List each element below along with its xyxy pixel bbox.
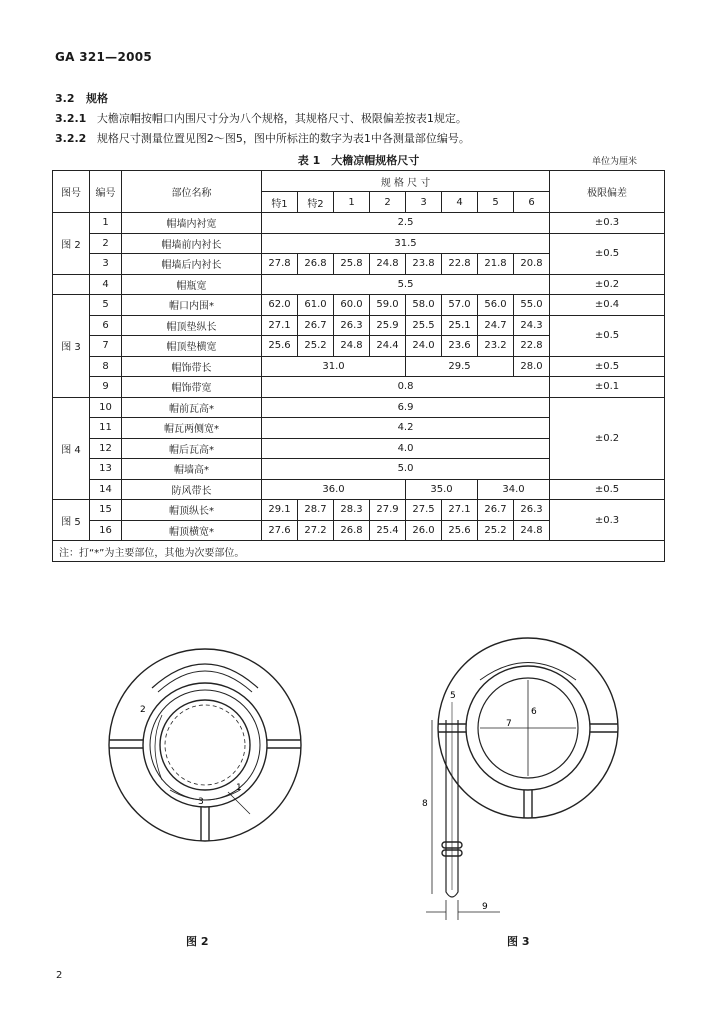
row-value: 36.0 (262, 479, 406, 500)
group-label: 图 2 (53, 213, 90, 275)
row-value: 24.8 (334, 336, 370, 357)
row-tol: ±0.1 (550, 377, 665, 398)
group-label: 图 4 (53, 397, 90, 500)
row-value: 4.2 (262, 418, 550, 439)
size-header: 5 (478, 192, 514, 213)
row-name: 帽顶垫横宽 (122, 336, 262, 357)
row-value: 56.0 (478, 295, 514, 316)
row-value: 25.2 (298, 336, 334, 357)
row-value: 26.3 (514, 500, 550, 521)
row-tol: ±0.3 (550, 500, 665, 541)
row-value: 25.6 (442, 520, 478, 541)
section-heading (55, 92, 108, 106)
row-value: 23.6 (442, 336, 478, 357)
row-value: 31.5 (262, 233, 550, 254)
row-value: 25.4 (370, 520, 406, 541)
header-tol: 极限偏差 (550, 171, 665, 213)
row-value: 25.1 (442, 315, 478, 336)
header-fig: 图号 (53, 171, 90, 213)
document-code: GA 321—2005 (55, 50, 153, 64)
row-value: 55.0 (514, 295, 550, 316)
row-value: 27.1 (262, 315, 298, 336)
size-header: 6 (514, 192, 550, 213)
row-value: 34.0 (478, 479, 550, 500)
spec-table (52, 170, 665, 562)
row-value: 26.0 (406, 520, 442, 541)
strap-arch-inner (158, 671, 252, 692)
paragraph-text: 规格尺寸测量位置见图2～图5，图中所标注的数字为表1中各测量部位编号。 (96, 132, 470, 145)
row-value: 29.5 (406, 356, 514, 377)
row-value: 60.0 (334, 295, 370, 316)
row-name: 帽瓦两侧宽* (122, 418, 262, 439)
row-name: 帽墙后内衬长 (122, 254, 262, 275)
size-header: 4 (442, 192, 478, 213)
row-value: 31.0 (262, 356, 406, 377)
row-value: 22.8 (442, 254, 478, 275)
figure-2-drawing (100, 640, 310, 850)
paragraph-number: 3.2.1 (55, 112, 87, 125)
section-heading-text: 规格 (86, 92, 108, 105)
header-spec: 规 格 尺 寸 (262, 171, 550, 192)
row-num: 14 (90, 479, 122, 500)
row-value: 25.6 (262, 336, 298, 357)
row-num: 1 (90, 213, 122, 234)
row-name: 帽后瓦高* (122, 438, 262, 459)
page-number: 2 (56, 970, 63, 981)
row-value: 28.0 (514, 356, 550, 377)
row-tol: ±0.2 (550, 397, 665, 479)
row-num: 12 (90, 438, 122, 459)
row-num: 10 (90, 397, 122, 418)
dim-arc-3 (170, 790, 240, 800)
figure-3-drawing (420, 630, 620, 920)
figure-3-label: 9 (482, 902, 488, 912)
crown-band-outer (143, 683, 267, 807)
figure-2-label: 3 (198, 797, 204, 807)
row-value: 62.0 (262, 295, 298, 316)
row-value: 26.8 (334, 520, 370, 541)
row-name: 帽顶垫纵长 (122, 315, 262, 336)
crown-inner-opening (160, 700, 250, 790)
row-num: 9 (90, 377, 122, 398)
table-row (53, 356, 665, 377)
row-value: 35.0 (406, 479, 478, 500)
group-label: 图 3 (53, 295, 90, 398)
row-value: 28.3 (334, 500, 370, 521)
table-row (53, 315, 665, 336)
row-value: 21.8 (478, 254, 514, 275)
row-value: 22.8 (514, 336, 550, 357)
row-num: 11 (90, 418, 122, 439)
row-value: 24.7 (478, 315, 514, 336)
row-num: 3 (90, 254, 122, 275)
row-name: 帽墙内衬宽 (122, 213, 262, 234)
row-value: 27.8 (262, 254, 298, 275)
brim-outer-circle (109, 649, 301, 841)
row-value: 25.5 (406, 315, 442, 336)
row-value: 29.1 (262, 500, 298, 521)
row-num: 6 (90, 315, 122, 336)
row-value: 27.9 (370, 500, 406, 521)
row-name: 帽口内围* (122, 295, 262, 316)
row-value: 6.9 (262, 397, 550, 418)
size-header: 特2 (298, 192, 334, 213)
table-row (53, 295, 665, 316)
row-value: 25.9 (370, 315, 406, 336)
row-tol: ±0.5 (550, 479, 665, 500)
row-num: 13 (90, 459, 122, 480)
row-num: 2 (90, 233, 122, 254)
group-label: 图 5 (53, 500, 90, 541)
row-num: 16 (90, 520, 122, 541)
size-header: 特1 (262, 192, 298, 213)
size-header: 1 (334, 192, 370, 213)
row-value: 20.8 (514, 254, 550, 275)
figure-2-label: 1 (236, 783, 242, 793)
row-value: 26.7 (478, 500, 514, 521)
row-name: 帽顶横宽* (122, 520, 262, 541)
table-row (53, 274, 665, 295)
row-tol: ±0.5 (550, 315, 665, 356)
row-value: 26.3 (334, 315, 370, 336)
size-header: 2 (370, 192, 406, 213)
row-value: 4.0 (262, 438, 550, 459)
row-value: 61.0 (298, 295, 334, 316)
table-row (53, 500, 665, 521)
row-tol: ±0.5 (550, 356, 665, 377)
row-value: 27.2 (298, 520, 334, 541)
figure-2-label: 2 (140, 705, 146, 715)
row-name: 帽顶纵长* (122, 500, 262, 521)
paragraph-text: 大檐凉帽按帽口内围尺寸分为八个规格，其规格尺寸、极限偏差按表1规定。 (96, 112, 467, 125)
row-value: 5.5 (262, 274, 550, 295)
row-num: 5 (90, 295, 122, 316)
row-value: 26.7 (298, 315, 334, 336)
size-header: 3 (406, 192, 442, 213)
table-row (53, 213, 665, 234)
row-tol: ±0.2 (550, 274, 665, 295)
figure-3-label: 7 (506, 719, 512, 729)
figure-3-caption: 图 3 (507, 935, 530, 948)
paragraph-number: 3.2.2 (55, 132, 87, 145)
row-value: 59.0 (370, 295, 406, 316)
row-tol: ±0.5 (550, 233, 665, 274)
table-note-row (53, 541, 665, 562)
row-value: 58.0 (406, 295, 442, 316)
table-row (53, 397, 665, 418)
crown-band-mid (150, 690, 260, 800)
row-value: 24.8 (514, 520, 550, 541)
row-value: 23.2 (478, 336, 514, 357)
row-num: 15 (90, 500, 122, 521)
figure-3-label: 5 (450, 691, 456, 701)
row-value: 0.8 (262, 377, 550, 398)
table-caption: 表 1 大檐凉帽规格尺寸 (297, 154, 420, 167)
row-num: 8 (90, 356, 122, 377)
lining-dashed-circle (165, 705, 245, 785)
row-value: 57.0 (442, 295, 478, 316)
figure-2-caption: 图 2 (186, 935, 209, 948)
row-name: 帽墙前内衬长 (122, 233, 262, 254)
row-value: 25.8 (334, 254, 370, 275)
figure-3-label: 6 (531, 707, 537, 717)
row-value: 25.2 (478, 520, 514, 541)
row-value: 23.8 (406, 254, 442, 275)
dim-line-1 (228, 792, 250, 814)
row-value: 24.0 (406, 336, 442, 357)
row-name: 防风带长 (122, 479, 262, 500)
paragraph-3-2-1 (55, 112, 467, 126)
figure-3-label: 8 (422, 799, 428, 809)
row-value: 24.3 (514, 315, 550, 336)
row-value: 27.1 (442, 500, 478, 521)
table-row (53, 479, 665, 500)
row-value: 24.4 (370, 336, 406, 357)
table-unit: 单位为厘米 (591, 157, 637, 167)
row-value: 26.8 (298, 254, 334, 275)
table-note: 注：打“*”为主要部位，其他为次要部位。 (53, 541, 665, 562)
row-num: 4 (90, 274, 122, 295)
row-name: 帽饰带长 (122, 356, 262, 377)
crown-top-arc (480, 663, 576, 681)
row-name: 帽饰带宽 (122, 377, 262, 398)
row-name: 帽墙高* (122, 459, 262, 480)
header-part: 部位名称 (122, 171, 262, 213)
row-value: 24.8 (370, 254, 406, 275)
row-name: 帽前瓦高* (122, 397, 262, 418)
row-name: 帽瓶宽 (122, 274, 262, 295)
section-heading-number: 3.2 (55, 92, 75, 105)
table-row (53, 233, 665, 254)
paragraph-3-2-2 (55, 132, 470, 146)
row-value: 2.5 (262, 213, 550, 234)
row-tol: ±0.3 (550, 213, 665, 234)
row-num: 7 (90, 336, 122, 357)
row-value: 27.5 (406, 500, 442, 521)
row-value: 5.0 (262, 459, 550, 480)
row-value: 28.7 (298, 500, 334, 521)
row-tol: ±0.4 (550, 295, 665, 316)
row-value: 27.6 (262, 520, 298, 541)
group-label (53, 274, 90, 295)
header-num: 编号 (90, 171, 122, 213)
table-row (53, 377, 665, 398)
